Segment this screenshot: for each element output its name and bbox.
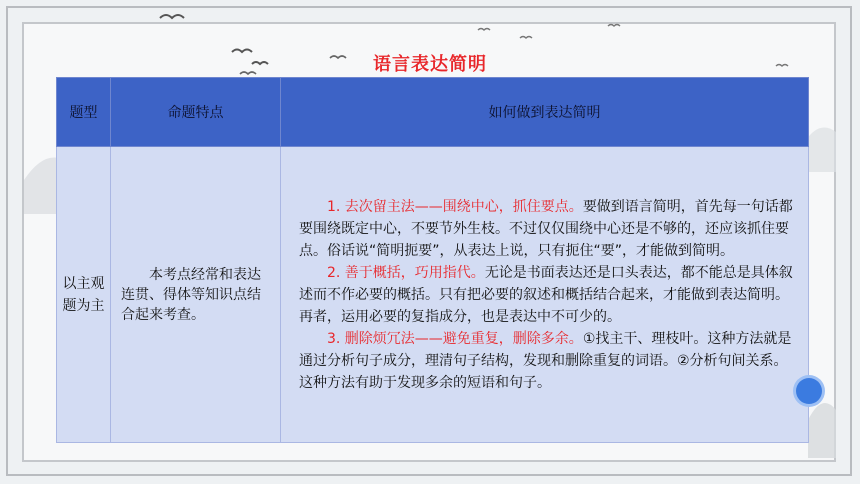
table-row [57,147,809,443]
page-title: 语言表达简明 [373,54,487,75]
cell-type: 以主观题为主 [57,147,111,443]
feature-text: 本考点经常和表达连贯、得体等知识点结合起来考查。 [121,266,261,323]
method-3 [299,328,796,394]
bird-icon [520,37,532,39]
mountain-icon [806,128,836,173]
method-3-heading: 3. 删除烦冗法——避免重复，删除多余。 [327,330,583,347]
cell-feature [111,147,281,443]
method-1 [299,196,796,262]
bird-icon [478,29,490,31]
method-2-heading: 2. 善于概括，巧用指代。 [327,264,485,281]
method-3-body: ①找主干、理枝叶。这种方法就是通过分析句子成分，理清句子结构，发现和删除重复的词语。②分析句间关系。这种方法有助于发现多余的短语和句子。 [299,330,792,391]
method-1-heading: 1. 去次留主法——围绕中心，抓住要点。 [327,198,583,215]
method-2-body: 无论是书面表达还是口头表达，都不能总是具体叙述而不作必要的概括。只有把必要的叙述和概括结合起来，才能做到表达简明。再者，运用必要的复指成分，也是表达中不可少的。 [299,264,793,325]
header-method: 如何做到表达简明 [281,78,809,147]
mountain-icon [808,403,836,458]
header-type: 题型 [57,78,111,147]
bird-icon [608,25,620,27]
header-feature: 命题特点 [111,78,281,147]
method-2 [299,262,796,328]
bird-icon [160,15,184,18]
nav-circle-button[interactable] [796,378,822,404]
cell-methods [281,147,809,443]
content-table [56,77,809,443]
method-1-body: 要做到语言简明，首先每一句话都要围绕既定中心，不要节外生枝。不过仅仅围绕中心还是不够的，还应该抓住要点。俗话说“简明扼要”，从表达上说，只有扼住“要”，才能做到简明。 [299,198,793,259]
table-header-row [57,78,809,147]
